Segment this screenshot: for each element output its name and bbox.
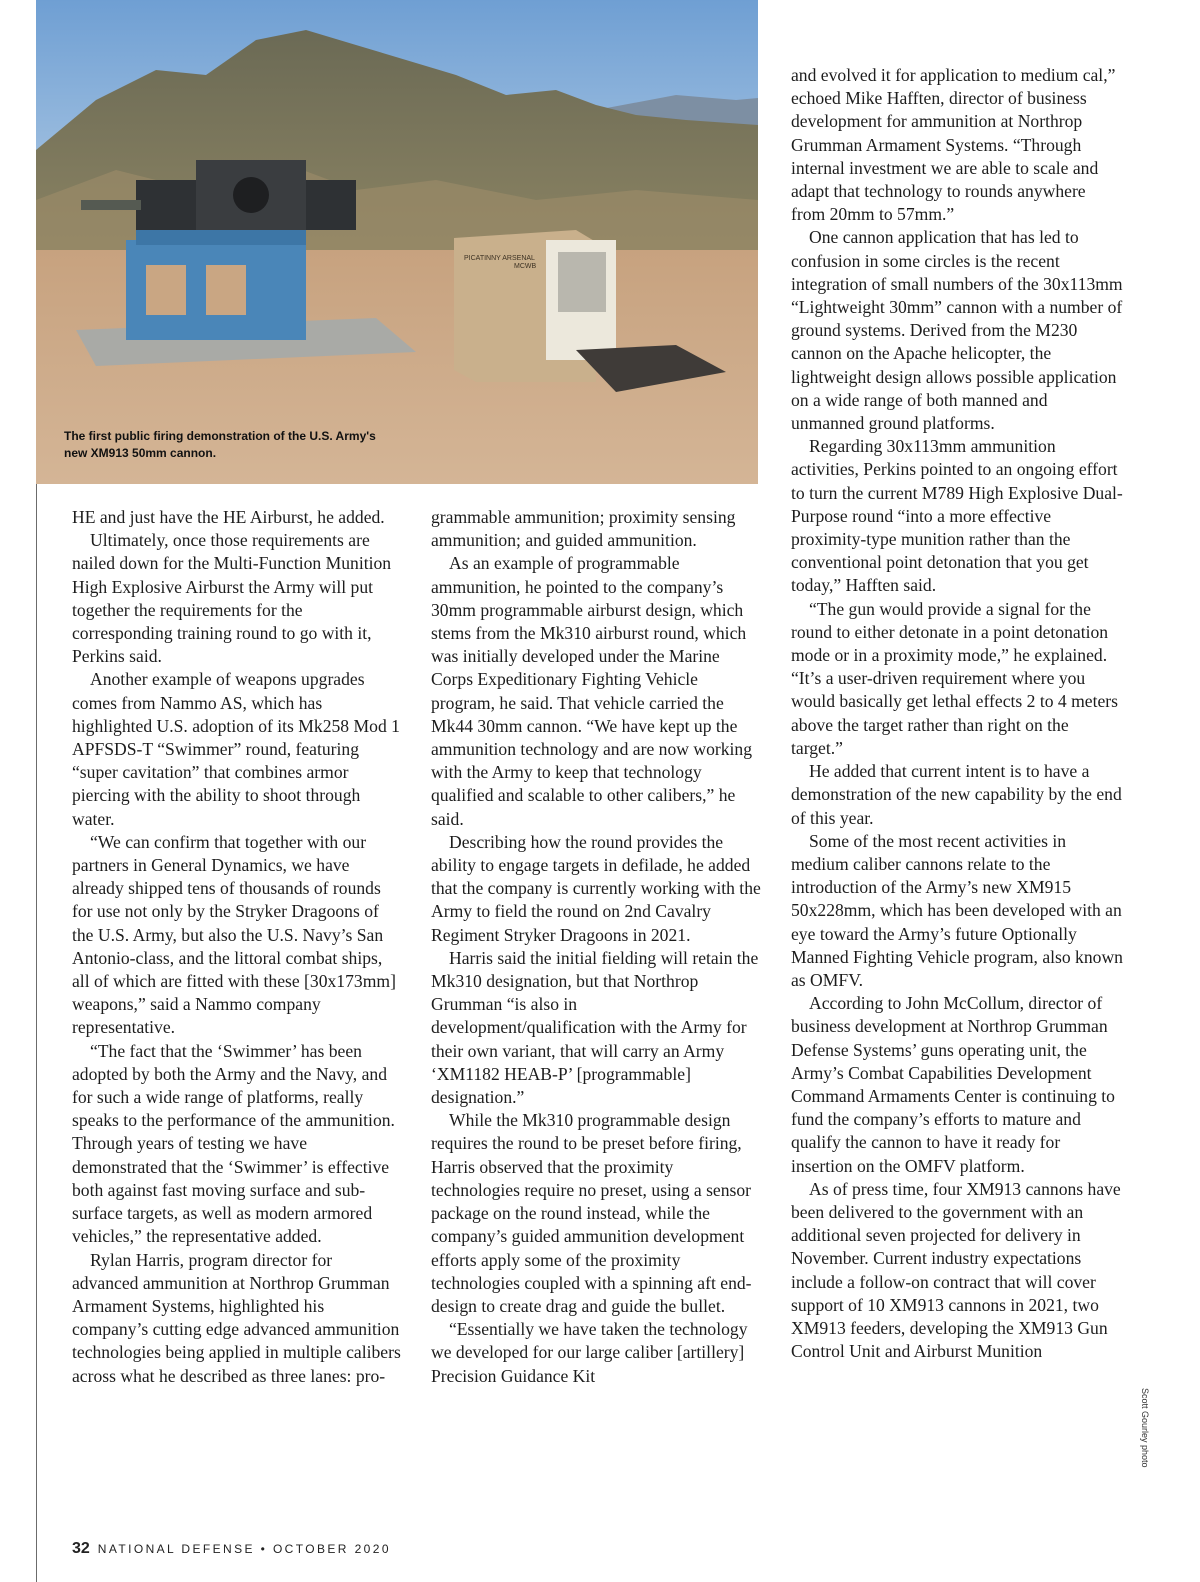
page-number: 32	[72, 1540, 90, 1557]
cannon-barrel	[81, 200, 141, 210]
article-paragraph: He added that current intent is to have a demonstration of the new capability by the end of this year.	[791, 761, 1122, 828]
article-paragraph: “The gun would provide a signal for the round to either detonate in a point detonation mode or in a proximity mode,” he explained. “It’s a user-driven requirement where you would basically get lethal effects 2 to 4 meters above the target rather than right on the target.”	[791, 598, 1119, 758]
turret-side-left	[136, 180, 196, 230]
article-paragraph: Regarding 30x113mm ammunition activities, Perkins pointed to an ongoing effort to turn the current M789 High Explosive Dual-Purpose round “into a more effective proximity-type munition rather than the conventional point detonation that you get today,” Hafften said.	[791, 436, 1123, 596]
container-panel	[558, 252, 606, 312]
article-paragraph: One cannon application that has led to confusion in some circles is the recent integration of small numbers of the 30x113mm “Lightweight 30mm” cannon with a number of ground systems. Derived from the M230 cannon on the Apache helicopter, the lightweight design allows possible application on a wide range of both manned and unmanned ground platforms.	[791, 227, 1123, 434]
article-column-1	[72, 506, 402, 1388]
article-paragraph: grammable ammunition; proximity sensing ammunition; and guided ammunition.	[431, 507, 736, 551]
container-label-2: MCWB	[514, 263, 537, 270]
container-label-1: PICATINNY ARSENAL	[464, 255, 535, 262]
article-column-2	[431, 506, 761, 1388]
article-paragraph: As an example of programmable ammunition, he pointed to the company’s 30mm programmable airburst design, which stems from the Mk310 airburst round, which was initially developed under the Marine Corps Expeditionary Fighting Vehicle program, he said. That vehicle carried the Mk44 30mm cannon. “We have kept up the ammunition technology and are now working with the Army to keep that technology qualified and scalable to other calibers,” he said.	[431, 553, 753, 829]
article-paragraph: “We can confirm that together with our partners in General Dynamics, we have already shipped tens of thousands of rounds for use not only by the Stryker Dragoons of the U.S. Army, but also the U.S. Navy’s San Antonio-class, and the littoral combat ships, all of which are fitted with these [30x173mm] weapons,” said a Nammo company representative.	[72, 831, 396, 1038]
publication-line: NATIONAL DEFENSE • OCTOBER 2020	[97, 1542, 391, 1556]
article-paragraph: HE and just have the HE Airburst, he added.	[72, 507, 385, 527]
article-paragraph: Ultimately, once those requirements are nailed down for the Multi-Function Munition High Explosive Airburst the Army will put together the requirements for the corresponding training round to go with it, Perkins said.	[72, 530, 392, 667]
article-column-3	[791, 64, 1123, 1363]
left-margin-rule	[36, 483, 37, 1582]
article-paragraph: Another example of weapons upgrades comes from Nammo AS, which has highlighted U.S. adoption of its Mk258 Mod 1 APFSDS-T “Swimmer” round, featuring “super cavitation” that combines armor piercing with the ability to shoot through water.	[72, 669, 400, 829]
mount-base-window-2	[206, 265, 246, 315]
article-paragraph: According to John McCollum, director of business development at Northrop Grumman Defense Systems’ guns operating unit, the Army’s Combat Capabilities Development Command Armaments Center is continuing to fund the company’s efforts to mature and qualify the cannon to have it ready for insertion on the OMFV platform.	[791, 993, 1115, 1176]
article-paragraph: While the Mk310 programmable design requires the round to be preset before firing, Harris observed that the proximity technologies require no preset, using a sensor package on the round instead, while the company’s guided ammunition development efforts apply some of the proximity technologies coupled with a spinning aft end-design to create drag and guide the bullet.	[431, 1110, 752, 1316]
photo-credit: Scott Gourley photo	[1140, 1388, 1150, 1468]
page-footer	[72, 1540, 391, 1558]
article-paragraph: “The fact that the ‘Swimmer’ has been adopted by both the Army and the Navy, and for such a wide range of platforms, really speaks to the performance of the ammunition. Through years of testing we have demonstrated that the ‘Swimmer’ is effective both against fast moving surface and sub-surface targets, as well as modern armored vehicles,” the representative added.	[72, 1040, 395, 1247]
article-paragraph: Rylan Harris, program director for advanced ammunition at Northrop Grumman Armament Systems, highlighted his company’s cutting edge advanced ammunition technologies being applied in multiple calibers across what he described as three lanes: pro-	[72, 1249, 401, 1386]
article-paragraph: Some of the most recent activities in medium caliber cannons relate to the introduction of the Army’s new XM915 50x228mm, which has been developed with an eye toward the Army’s future Optionally Manned Fighting Vehicle program, also known as OMFV.	[791, 830, 1123, 990]
turret-hub	[233, 177, 269, 213]
photo-caption: The first public firing demonstration of the U.S. Army's new XM913 50mm cannon.	[64, 429, 376, 460]
mount-base-window-1	[146, 265, 186, 315]
article-photo	[36, 0, 758, 484]
article-paragraph: Harris said the initial fielding will retain the Mk310 designation, but that Northrop Grumman “is also in development/qualification with the Army for their own variant, that will carry an Army ‘XM1182 HEAB-P’ [programmable] designation.”	[431, 947, 759, 1108]
photo-illustration	[36, 0, 758, 484]
turret-side-right	[306, 180, 356, 230]
article-paragraph: Describing how the round provides the ability to engage targets in defilade, he added that the company is currently working with the Army to field the round on 2nd Cavalry Regiment Stryker Dragoons in 2021.	[431, 831, 761, 945]
article-paragraph: As of press time, four XM913 cannons have been delivered to the government with an additional seven projected for delivery in November. Current industry expectations include a follow-on contract that will cover support of 10 XM913 cannons in 2021, two XM913 feeders, developing the XM913 Gun Control Unit and Airburst Munition	[791, 1178, 1121, 1362]
article-paragraph: “Essentially we have taken the technology we developed for our large caliber [artillery] Precision Guidance Kit	[431, 1319, 748, 1386]
article-paragraph: and evolved it for application to medium cal,” echoed Mike Hafften, director of business development for ammunition at Northrop Grumman Armament Systems. “Through internal investment we are able to scale and adapt that technology to rounds anywhere from 20mm to 57mm.”	[791, 65, 1116, 225]
